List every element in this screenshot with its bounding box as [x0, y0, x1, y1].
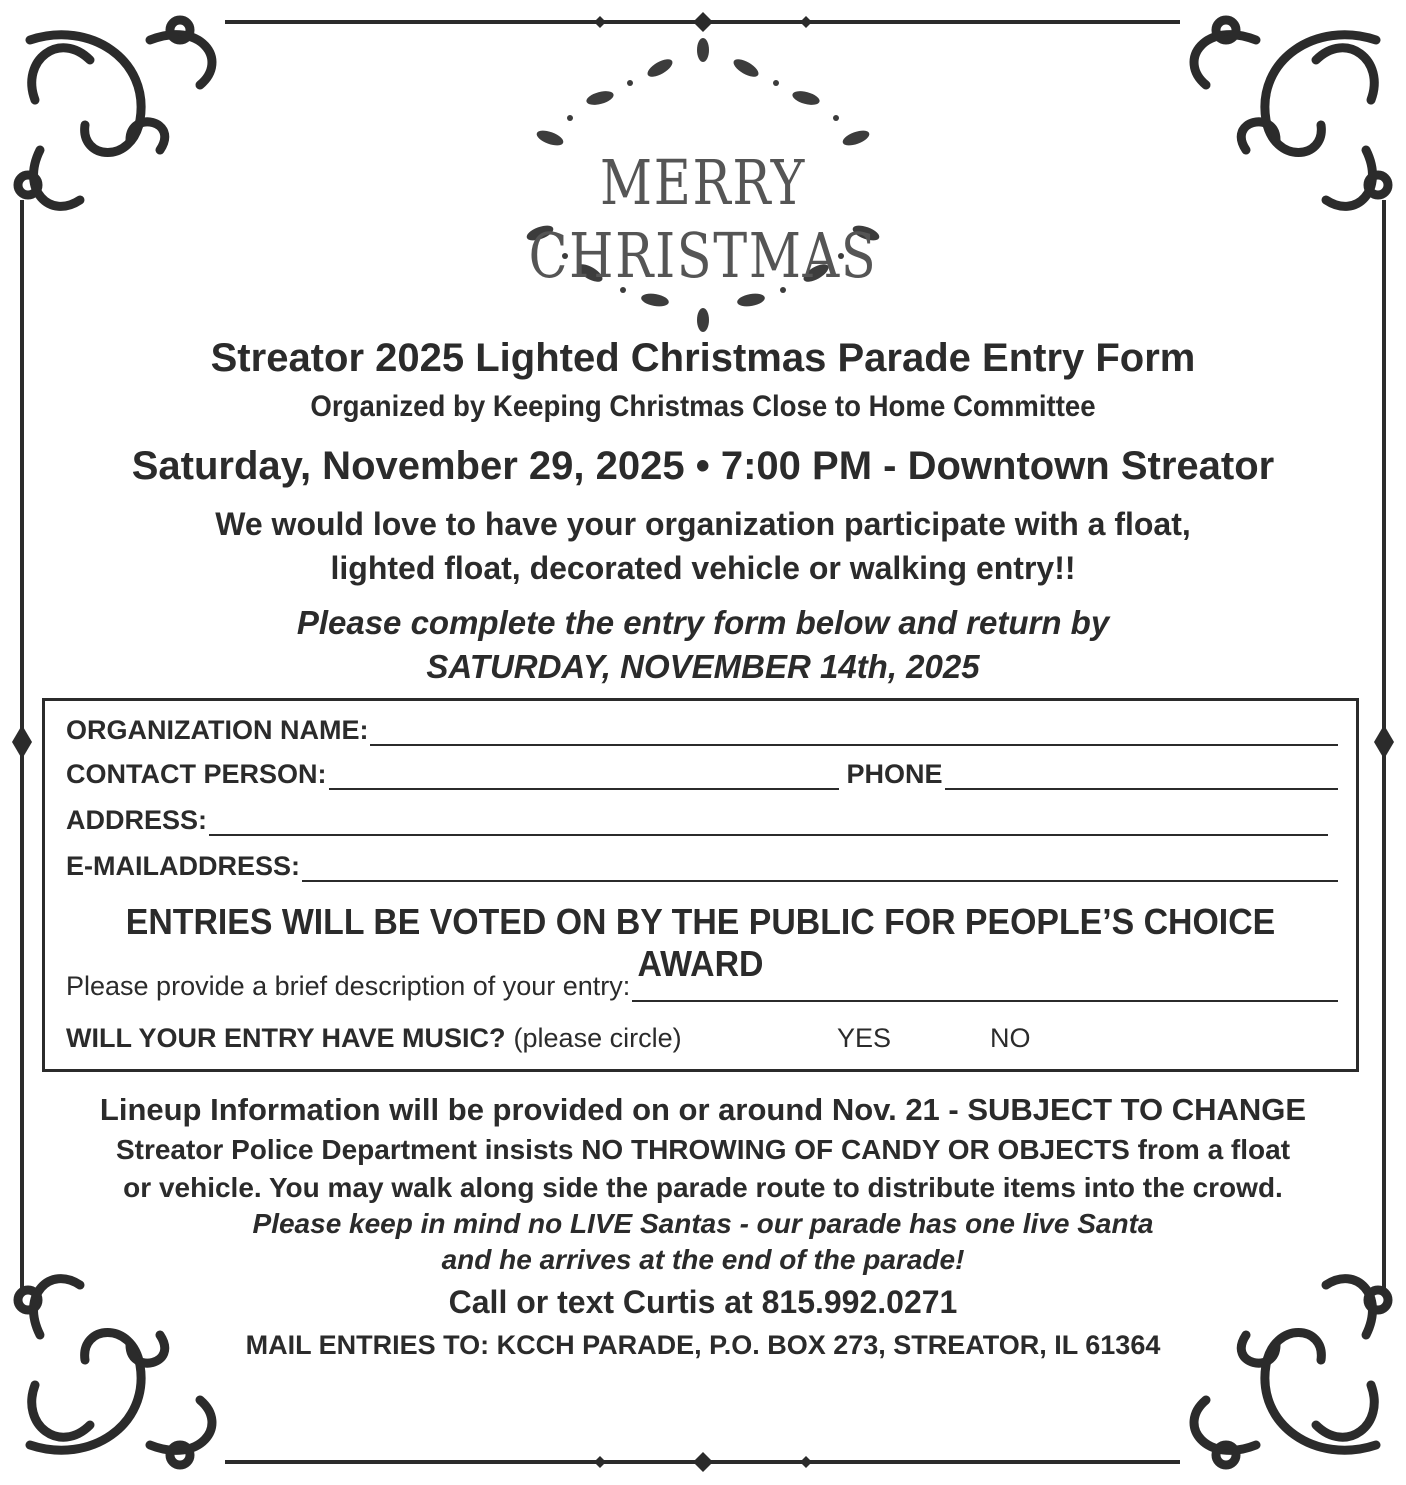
- contact-phone-line: Call or text Curtis at 815.992.0271: [448, 1284, 958, 1320]
- description-field[interactable]: [632, 978, 1338, 1002]
- music-yes-option[interactable]: YES: [837, 1023, 892, 1053]
- description-row: [66, 971, 1338, 1002]
- page-title: Streator 2025 Lighted Christmas Parade Entry Form: [210, 336, 1196, 380]
- music-question: WILL YOUR ENTRY HAVE MUSIC?: [66, 1023, 506, 1053]
- santa-notice-line-2: and he arrives at the end of the parade!: [441, 1244, 965, 1275]
- invitation-line-1: We would love to have your organization participate with a float,: [215, 506, 1191, 542]
- address-row: [66, 805, 1328, 836]
- mailing-address: MAIL ENTRIES TO: KCCH PARADE, P.O. BOX 273, STREATOR, IL 61364: [245, 1330, 1161, 1360]
- contact-person-field[interactable]: [329, 766, 839, 790]
- music-note: (please circle): [513, 1023, 682, 1053]
- organization-label: ORGANIZATION NAME:: [66, 715, 369, 745]
- police-notice-line-2: or vehicle. You may walk along side the parade route to distribute items into the crowd.: [123, 1172, 1283, 1203]
- music-no-option[interactable]: NO: [990, 1023, 1031, 1053]
- santa-notice-line-1: Please keep in mind no LIVE Santas - our parade has one live Santa: [252, 1208, 1154, 1239]
- entry-form-box: [42, 698, 1359, 1072]
- invitation-line-2: lighted float, decorated vehicle or walking entry!!: [330, 550, 1076, 586]
- address-field[interactable]: [209, 812, 1328, 836]
- lineup-notice: Lineup Information will be provided on or around Nov. 21 - SUBJECT TO CHANGE: [99, 1092, 1307, 1127]
- return-deadline: SATURDAY, NOVEMBER 14th, 2025: [426, 648, 980, 685]
- organization-row: [66, 715, 1338, 746]
- music-row: [66, 1023, 682, 1054]
- email-label: E-MAILADDRESS:: [66, 851, 300, 881]
- contact-row: [66, 759, 1338, 790]
- award-notice: ENTRIES WILL BE VOTED ON BY THE PUBLIC FOR PEOPLE’S CHOICE AWARD: [125, 901, 1276, 984]
- merry-christmas-logo: [430, 28, 976, 338]
- phone-label: PHONE: [846, 759, 943, 789]
- phone-field[interactable]: [945, 766, 1338, 790]
- organizer-line: Organized by Keeping Christmas Close to Home Committee: [310, 390, 1096, 423]
- contact-label: CONTACT PERSON:: [66, 759, 327, 789]
- email-field[interactable]: [302, 858, 1338, 882]
- logo-text: MERRY CHRISTMAS: [528, 146, 878, 292]
- email-row: [66, 851, 1338, 882]
- event-date-line: Saturday, November 29, 2025 • 7:00 PM - Downtown Streator: [131, 444, 1275, 488]
- description-label: Please provide a brief description of your entry:: [66, 971, 631, 1001]
- return-instructions-line-1: Please complete the entry form below and return by: [296, 604, 1110, 641]
- police-notice-line-1: Streator Police Department insists NO THROWING OF CANDY OR OBJECTS from a float: [115, 1134, 1291, 1165]
- address-label: ADDRESS:: [66, 805, 208, 835]
- organization-name-field[interactable]: [370, 722, 1338, 746]
